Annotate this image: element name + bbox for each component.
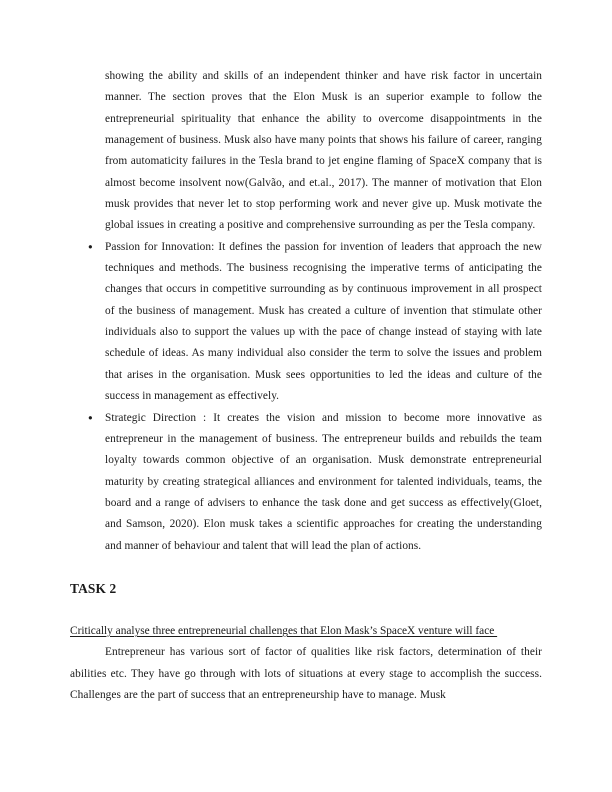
- bullet-icon: •: [87, 239, 94, 254]
- underlined-subheading: Critically analyse three entrepreneurial challenges that Elon Mask’s SpaceX venture will face: [70, 624, 498, 637]
- list-item-text: Strategic Direction : It creates the vision and mission to become more innovative as entrepreneur in the management of business. The entrepreneur builds and rebuilds the team loyalty towards common objective of an organisation. Musk demonstrate entrepreneurial maturity by creating strategical alliances and environment for talented individuals, teams, the board and a range of advisers to enhance the task done and get success as effectively(Gloet, and Samson, 2020). Elon musk takes a scientific approaches for creating the understanding and manner of behaviour and talent that will lead the plan of actions.: [105, 411, 542, 552]
- page-content: [70, 66, 542, 706]
- bullet-icon: •: [87, 410, 94, 425]
- closing-paragraph: Entrepreneur has various sort of factor of qualities like risk factors, determination of their abilities etc. They have go through with lots of situations at every stage to accomplish the success. Challenges are the part of success that an entrepreneurship have to manage. Musk: [70, 646, 542, 701]
- list-item-text: Passion for Innovation: It defines the passion for invention of leaders that approach the new techniques and methods. The business recognising the imperative terms of anticipating the changes that occurs in competitive surrounding as by continuous improvement in all prospect of the business of management. Musk has created a culture of invention that stimulate other individuals also to support the values up with the pace of change instead of staying with late schedule of ideas. As many individual also consider the term to solve the issues and problem that arises in the organisation. Musk sees opportunities to led the ideas and culture of the success in management as effectively.: [105, 240, 542, 403]
- task-heading: TASK 2: [70, 581, 117, 597]
- heading-spacer-above: [70, 557, 542, 578]
- continued-paragraph: showing the ability and skills of an independent thinker and have risk factor in uncertain manner. The section proves that the Elon Musk is an superior example to follow the entrepreneurial spirituality that enhance the ability to overcome disappointments in the management of business. Musk also have many points that shows his failure of career, ranging from automaticity failures in the Tesla brand to jet engine flaming of SpaceX company that is almost become insolvent now(Galvão, and et.al., 2017). The manner of motivation that Elon musk provides that never let to stop performing work and never give up. Musk motivate the global issues in creating a positive and comprehensive surrounding as per the Tesla company.: [105, 70, 542, 232]
- list-item: [70, 237, 542, 408]
- bullet-list: [70, 237, 542, 557]
- list-item: [70, 408, 542, 557]
- heading-spacer-below: [70, 600, 542, 621]
